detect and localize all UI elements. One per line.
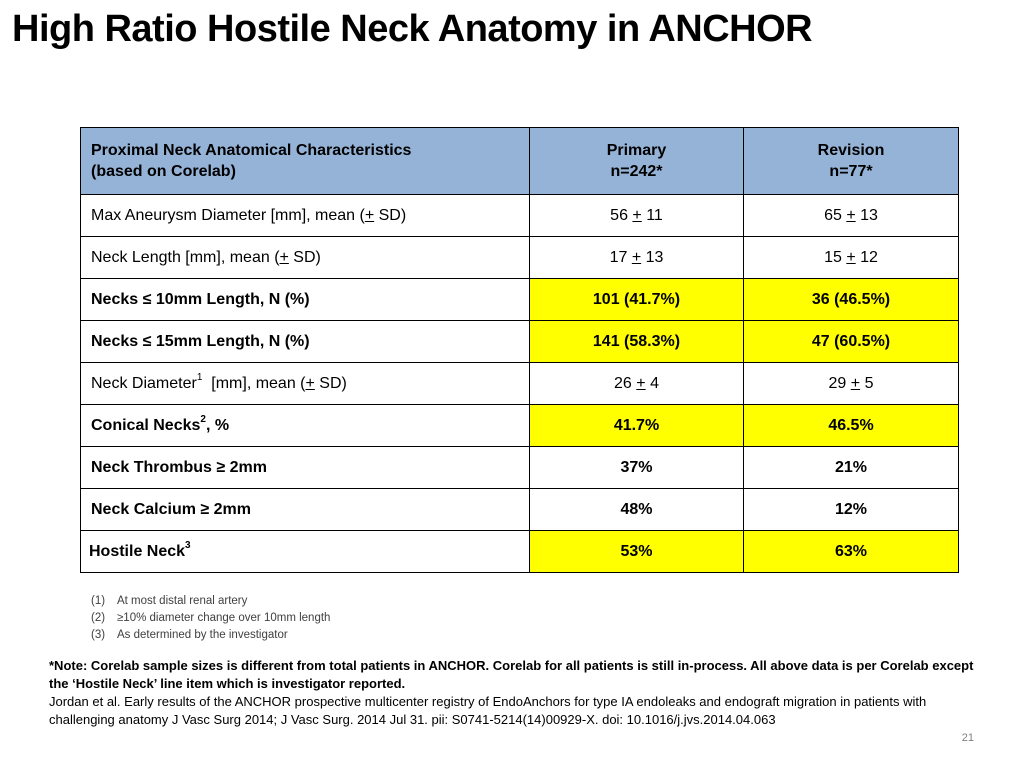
table-header-row — [81, 128, 959, 195]
table-row — [81, 363, 959, 405]
row-label: Neck Calcium ≥ 2mm — [81, 489, 530, 531]
table-row — [81, 321, 959, 363]
footnote-number: (2) — [91, 612, 106, 624]
header-primary — [530, 128, 744, 195]
revision-value: 29 + 5 — [744, 363, 959, 405]
row-label: Max Aneurysm Diameter [mm], mean (+ SD) — [81, 195, 530, 237]
primary-value: 101 (41.7%) — [530, 279, 744, 321]
header-characteristics-line1: Proximal Neck Anatomical Characteristics — [91, 142, 412, 159]
table-row — [81, 237, 959, 279]
header-revision-line2: n=77* — [829, 163, 873, 180]
revision-value: 46.5% — [744, 405, 959, 447]
page-number: 21 — [961, 732, 974, 744]
row-label: Hostile Neck$^3$ — [81, 531, 530, 573]
citation: Jordan et al. Early results of the ANCHOR prospective multicenter registry of EndoAnchors for type IA endoleaks and endograft migration in patients with challenging anatomy J Vasc Surg 2014; J Vasc Surg. 2014 Jul 31. pii: S0741-5214(14)00929-X. doi: 10.1016/j.jvs.2014.04.063 — [49, 694, 927, 727]
footnote-number: (1) — [91, 595, 106, 607]
table-row — [81, 489, 959, 531]
revision-value: 63% — [744, 531, 959, 573]
header-revision — [744, 128, 959, 195]
primary-value: 17 + 13 — [530, 237, 744, 279]
footnote-text: As determined by the investigator — [117, 629, 288, 641]
footnote-item — [91, 593, 330, 610]
neck-anatomy-table — [80, 127, 959, 573]
corelab-note: *Note: Corelab sample sizes is different from total patients in ANCHOR. Corelab for all patients is still in-process. All above data is per Corelab except the ‘Hostile Neck’ line item which is investigator reported. — [49, 658, 974, 691]
slide-title: High Ratio Hostile Neck Anatomy in ANCHOR — [12, 8, 813, 50]
primary-value: 56 + 11 — [530, 195, 744, 237]
row-label: Neck Length [mm], mean (+ SD) — [81, 237, 530, 279]
footnotes — [91, 593, 330, 644]
footnote-text: At most distal renal artery — [117, 595, 248, 607]
header-primary-line2: n=242* — [610, 163, 663, 180]
footnote-number: (3) — [91, 629, 106, 641]
header-characteristics-line2: (based on Corelab) — [91, 163, 236, 180]
note-block — [49, 657, 989, 729]
row-label: Neck Thrombus ≥ 2mm — [81, 447, 530, 489]
footnote-item — [91, 627, 330, 644]
revision-value: 36 (46.5%) — [744, 279, 959, 321]
row-label: Necks ≤ 15mm Length, N (%) — [81, 321, 530, 363]
row-label: Neck Diameter$^1$ [mm], mean (+ SD) — [81, 363, 530, 405]
table-row — [81, 405, 959, 447]
revision-value: 65 + 13 — [744, 195, 959, 237]
header-primary-line1: Primary — [606, 142, 667, 159]
footnote-text: ≥10% diameter change over 10mm length — [117, 612, 331, 624]
revision-value: 12% — [744, 489, 959, 531]
revision-value: 15 + 12 — [744, 237, 959, 279]
primary-value: 141 (58.3%) — [530, 321, 744, 363]
table-row — [81, 447, 959, 489]
header-revision-line1: Revision — [817, 142, 885, 159]
primary-value: 41.7% — [530, 405, 744, 447]
header-characteristics — [81, 128, 530, 195]
table-row — [81, 195, 959, 237]
primary-value: 26 + 4 — [530, 363, 744, 405]
row-label: Conical Necks$^2$, % — [81, 405, 530, 447]
primary-value: 53% — [530, 531, 744, 573]
table-row — [81, 279, 959, 321]
footnote-item — [91, 610, 330, 627]
row-label: Necks ≤ 10mm Length, N (%) — [81, 279, 530, 321]
primary-value: 48% — [530, 489, 744, 531]
revision-value: 21% — [744, 447, 959, 489]
table-row — [81, 531, 959, 573]
primary-value: 37% — [530, 447, 744, 489]
revision-value: 47 (60.5%) — [744, 321, 959, 363]
